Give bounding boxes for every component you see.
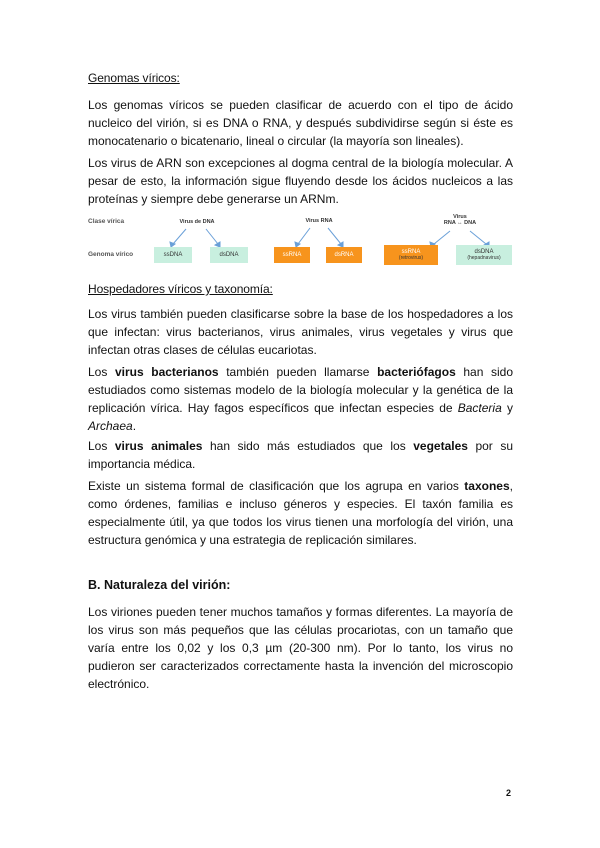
box-ssrna-retrovirus-sub: (retrovirus) (398, 255, 424, 261)
group-label-virus-rt-bottom: RNA ↔ DNA (443, 220, 477, 226)
term-taxones: taxones (464, 479, 510, 493)
p4-text-g: y (501, 401, 513, 415)
page-number: 2 (506, 788, 512, 798)
p4-text-e: han sido estudiados como sistemas modelo de la biología molecular y la genética de la replicación vírica. Hay fagos específicos que infectan especies de (88, 365, 513, 415)
paragraph-hospedadores: Los virus también pueden clasificarse sobre la base de los hospedadores a los que infectan: virus bacterianos, virus animales, virus vegetales y virus que infectan otras clases de células eucariotas. (88, 307, 513, 357)
p4-text-a: Los (88, 365, 115, 379)
term-vegetales: vegetales (413, 439, 468, 453)
box-ssrna-retrovirus (384, 245, 438, 265)
group-label-virus-rt (428, 214, 492, 226)
genome-classification-diagram (88, 214, 513, 264)
p4-text-c: también pueden llamarse (218, 365, 378, 379)
group-label-virus-rt-top: Virus (453, 214, 467, 220)
box-dsdna: dsDNA (210, 247, 248, 263)
row-label-genoma-virico: Genoma vírico (88, 251, 134, 258)
group-label-virus-dna: Virus de DNA (179, 219, 215, 225)
term-archaea: Archaea (88, 419, 133, 433)
heading-hospedadores: Hospedadores víricos y taxonomía: (88, 282, 273, 296)
box-dsdna-hepadnavirus-sub: (hepadnavirus) (467, 255, 501, 261)
term-virus-bacterianos: virus bacterianos (114, 365, 219, 379)
section-title-naturaleza-virion: B. Naturaleza del virión: (88, 578, 231, 592)
box-dsrna: dsRNA (326, 247, 362, 263)
term-bacteria: Bacteria (457, 401, 502, 415)
paragraph-viriones: Los viriones pueden tener muchos tamaños y formas diferentes. La mayoría de los virus son más pequeños que las células procariotas, con un tamaño que varía entre los 0,02 y los 0,3 µm (20-300 nm). Por lo tanto, los virus no pudieron ser caracterizados correctamente hasta la invención del microscopio electrónico. (88, 605, 513, 691)
p5-text-e: por su importancia médica. (88, 439, 514, 471)
term-bacteriofagos: bacteriófagos (377, 365, 456, 379)
paragraph-taxonomia (88, 477, 513, 549)
p6-text-c: , como órdenes, familias e incluso géneros y especies. El taxón familia es especialmente útil, ya que todos los virus tienen una morfología del virión, una estructura genómica y una estrategia de replicación similares. (88, 479, 513, 547)
box-ssdna: ssDNA (154, 247, 192, 263)
box-ssrna-retrovirus-label: ssRNA (401, 249, 421, 255)
group-label-virus-rna: Virus RNA (305, 218, 333, 224)
paragraph-virus-bacterianos (88, 363, 513, 435)
box-ssrna: ssRNA (274, 247, 310, 263)
p4-text-i: . (132, 419, 137, 433)
p5-text-a: Los (88, 439, 115, 453)
box-dsdna-hepadnavirus-label: dsDNA (474, 249, 494, 255)
box-dsdna-hepadnavirus (456, 245, 512, 265)
paragraph-virus-arn: Los virus de ARN son excepciones al dogma central de la biología molecular. A pesar de esto, la información sigue fluyendo desde los ácidos nucleicos a las proteínas y siempre debe generarse un ARNm. (88, 156, 513, 206)
p6-text-a: Existe un sistema formal de clasificación que los agrupa en varios (88, 479, 465, 493)
heading-genomas-viricos: Genomas víricos: (88, 71, 180, 85)
paragraph-genomas-clasificacion: Los genomas víricos se pueden clasificar de acuerdo con el tipo de ácido nucleico del virión, si es DNA o RNA, y después subdividirse según si éste es monocatenario o bicatenario, lineal o circular (la mayoría son lineales). (88, 98, 513, 148)
paragraph-virus-animales (88, 437, 513, 473)
p5-text-c: han sido más estudiados que los (202, 439, 414, 453)
term-virus-animales: virus animales (114, 439, 203, 453)
row-label-clase-virica: Clase vírica (88, 218, 125, 225)
